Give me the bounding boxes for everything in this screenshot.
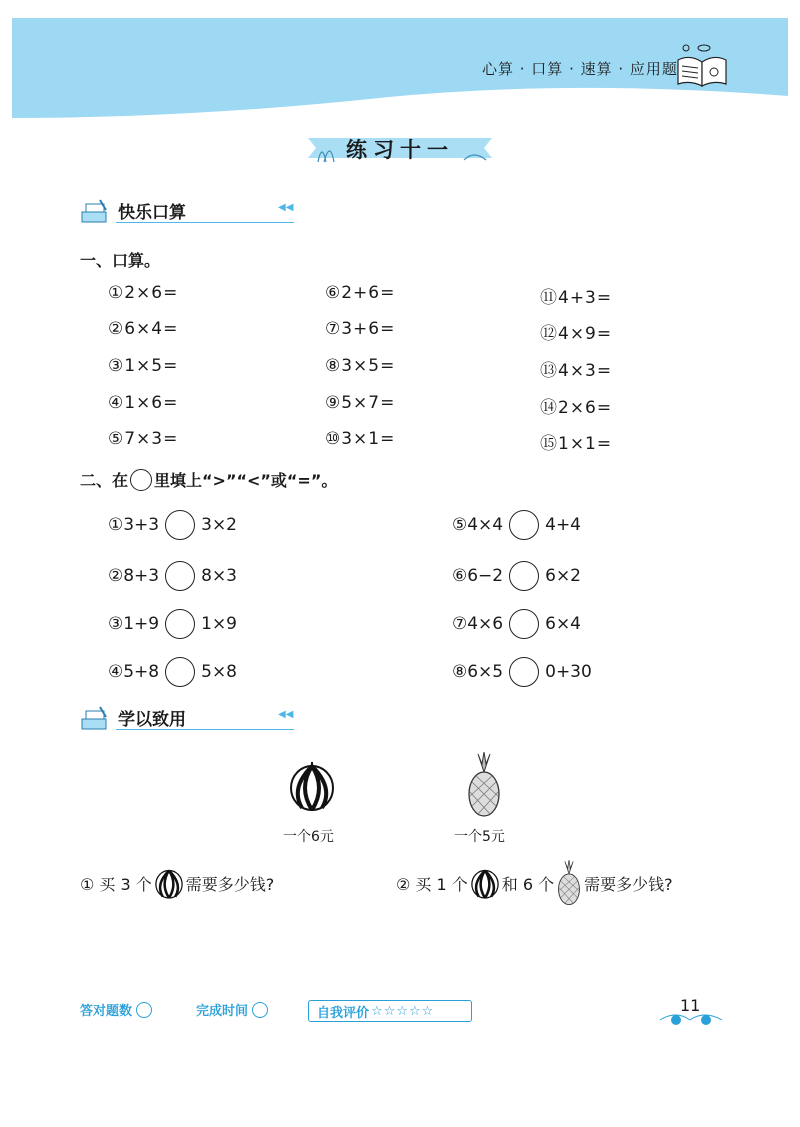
footer-finish-time <box>196 1000 268 1019</box>
expr-right: 6×2 <box>545 566 582 586</box>
problem: ⑥2+6= <box>325 283 396 303</box>
page-title: 练习十一 <box>346 138 454 162</box>
watermelon-icon <box>288 760 336 812</box>
answer-circle[interactable] <box>509 561 539 591</box>
compare-item <box>108 510 237 540</box>
watermelon-icon <box>154 866 184 900</box>
problem: ④1×6= <box>108 393 179 413</box>
section-header-mental-math <box>80 198 294 228</box>
section-header-application <box>80 705 294 735</box>
answer-circle[interactable] <box>165 561 195 591</box>
compare-item <box>452 657 592 687</box>
compare-item <box>452 561 581 591</box>
pineapple-icon <box>556 860 582 906</box>
application-question-2 <box>396 860 673 906</box>
question-2-heading <box>80 468 337 491</box>
heading-text: 二、在 <box>80 471 129 490</box>
section-underline <box>116 729 294 730</box>
star-rating[interactable]: ☆☆☆☆☆ <box>371 1003 435 1019</box>
application-question-1 <box>80 866 274 900</box>
expr-right: 1×9 <box>201 614 238 634</box>
question-text: 和 6 个 <box>501 874 555 894</box>
question-text: ① 买 3 个 <box>80 874 152 894</box>
expr-right: 6×4 <box>545 614 582 634</box>
watermelon-icon <box>470 866 500 900</box>
problem: ⑬4×3= <box>540 361 613 381</box>
expr-left: ③1+9 <box>108 614 160 634</box>
problem: ①2×6= <box>108 283 179 303</box>
title-banner <box>304 128 496 168</box>
book-icon <box>674 40 734 90</box>
arrows-icon: ◀◀ <box>278 202 294 213</box>
expr-right: 0+30 <box>545 662 592 682</box>
section-title: 学以致用 <box>118 710 186 730</box>
books-icon <box>80 705 112 733</box>
problem: ⑫4×9= <box>540 324 613 344</box>
self-evaluation-box <box>308 1000 472 1022</box>
footer-label: 答对题数 <box>80 1004 133 1019</box>
expr-right: 4+4 <box>545 515 582 535</box>
heading-text: 里填上“>”“<”或“=”。 <box>154 471 338 490</box>
question-text: 需要多少钱? <box>584 874 673 894</box>
answer-circle[interactable] <box>509 609 539 639</box>
expr-right: 3×2 <box>201 515 238 535</box>
section-title: 快乐口算 <box>118 203 186 223</box>
expr-right: 8×3 <box>201 566 238 586</box>
pineapple-icon <box>466 752 502 818</box>
problem: ②6×4= <box>108 319 179 339</box>
compare-item <box>108 609 237 639</box>
watermelon-price: 一个6元 <box>283 829 334 845</box>
question-text: 需要多少钱? <box>185 874 275 894</box>
answer-circle[interactable] <box>165 657 195 687</box>
problem: ⑮1×1= <box>540 434 613 454</box>
problem: ⑧3×5= <box>325 356 396 376</box>
pineapple-price: 一个5元 <box>454 829 505 845</box>
problem: ⑦3+6= <box>325 319 396 339</box>
question-text: ② 买 1 个 <box>396 874 468 894</box>
footer-label: 自我评价 <box>317 1005 370 1021</box>
circle-blank-icon <box>130 469 152 491</box>
footer-correct-count <box>80 1000 152 1019</box>
footer-label: 完成时间 <box>196 1004 249 1019</box>
problem: ⑤7×3= <box>108 429 179 449</box>
problem: ⑭2×6= <box>540 398 613 418</box>
answer-circle[interactable] <box>165 510 195 540</box>
expr-left: ②8+3 <box>108 566 160 586</box>
compare-item <box>108 561 237 591</box>
arrows-icon: ◀◀ <box>278 709 294 720</box>
compare-item <box>452 510 581 540</box>
expr-left: ⑥6−2 <box>452 566 504 586</box>
problem: ⑨5×7= <box>325 393 396 413</box>
answer-circle[interactable] <box>165 609 195 639</box>
answer-circle[interactable] <box>509 657 539 687</box>
subject-label: 心算 · 口算 · 速算 · 应用题 <box>482 60 678 78</box>
expr-left: ④5+8 <box>108 662 160 682</box>
answer-circle[interactable] <box>509 510 539 540</box>
expr-left: ⑦4×6 <box>452 614 504 634</box>
problem: ③1×5= <box>108 356 179 376</box>
problem: ⑩3×1= <box>325 429 396 449</box>
section-underline <box>116 222 294 223</box>
question-1-heading: 一、口算。 <box>80 251 161 270</box>
expr-left: ⑤4×4 <box>452 515 504 535</box>
expr-left: ①3+3 <box>108 515 160 535</box>
smile-icon <box>136 1002 152 1018</box>
problem: ⑪4+3= <box>540 288 613 308</box>
books-icon <box>80 198 112 226</box>
compare-item <box>452 609 581 639</box>
expr-left: ⑧6×5 <box>452 662 504 682</box>
compare-item <box>108 657 237 687</box>
smile-icon <box>252 1002 268 1018</box>
expr-right: 5×8 <box>201 662 238 682</box>
page-number: 11 <box>680 996 701 1015</box>
